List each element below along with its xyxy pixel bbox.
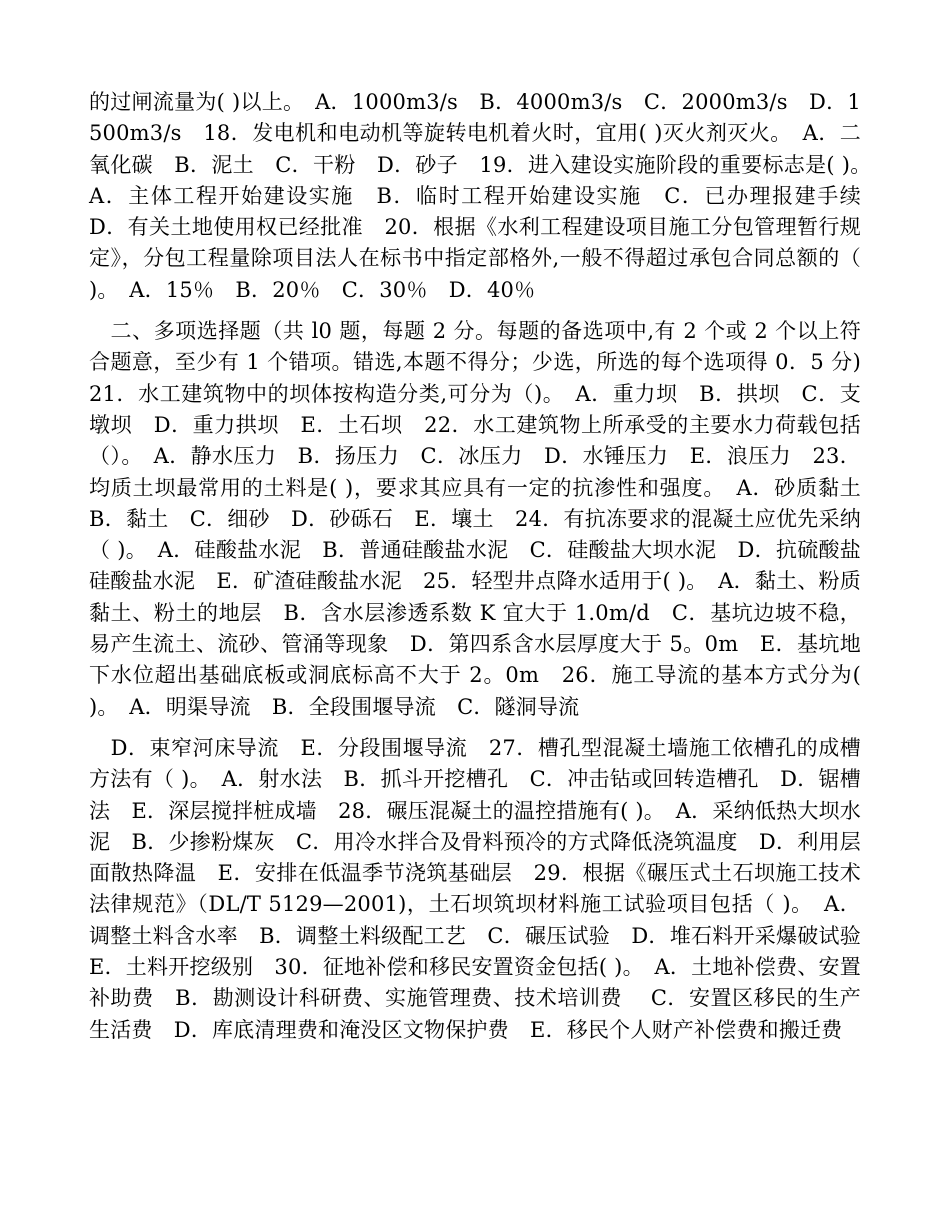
paragraph-multiple-choice-continued: D．束窄河床导流 E．分段围堰导流 27．槽孔型混凝土墙施工依槽孔的成槽方法有（ )。 A．射水法 B．抓斗开挖槽孔 C．冲击钻或回转造槽孔 D．锯槽法 E．深层搅拌桩成墙 28．碾压混凝土的温控措施有( )。 A．采纳低热大坝水泥 B．少掺粉煤灰 C．用冷水拌合及骨料预冷的方式降低浇筑温度 D．利用层面散热降温 E．安排在低温季节浇筑基础层 29．根据《碾压式土石坝施工技术法律规范》（DL/T 5129—2001)，土石坝筑坝材料施工试验项目包括（ )。 A．调整土料含水率 B．调整土料级配工艺 C．碾压试验 D．堆石料开采爆破试验 E．土料开挖级别 30．征地补偿和移民安置资金包括( )。 A．土地补偿费、安置补助费 B．勘测设计科研费、实施管理费、技术培训费 C．安置区移民的生产生活费 D．库底清理费和淹没区文物保护费 E．移民个人财产补偿费和搬迁费 bbox=[89, 735, 883, 1042]
document-body bbox=[89, 87, 883, 1046]
paragraph-multiple-choice-section: 二、多项选择题（共 l0 题，每题 2 分。每题的备选项中,有 2 个或 2 个以上符合题意，至少有 1 个错项。错选,本题不得分；少选，所选的每个选项得 0．5 分) 21．水工建筑物中的坝体按构造分类,可分为（)。 A．重力坝 B．拱坝 C．支墩坝 D．重力拱坝 E．土石坝 22．水工建筑物上所承受的主要水力荷载包括（）。 A．静水压力 B．扬压力 C．冰压力 D．水锤压力 E．浪压力 23．均质土坝最常用的土料是( )，要求其应具有一定的抗渗性和强度。 A．砂质黏土 B．黏土 C．细砂 D．砂砾石 E．壤土 24．有抗冻要求的混凝土应优先采纳（ )。 A．硅酸盐水泥 B．普通硅酸盐水泥 C．硅酸盐大坝水泥 D．抗硫酸盐硅酸盐水泥 E．矿渣硅酸盐水泥 25．轻型井点降水适用于( )。 A．黏土、粉质黏土、粉土的地层 B．含水层渗透系数 K 宜大于 1.0m/d C．基坑边坡不稳，易产生流土、流砂、管涌等现象 D．第四系含水层厚度大于 5。0m E．基坑地下水位超出基础底板或洞底标高不大于 2。0m 26．施工导流的基本方式分为( )。 A．明渠导流 B．全段围堰导流 C．隧洞导流 bbox=[89, 319, 883, 719]
paragraph-single-choice-end: 的过闸流量为( )以上。 A．1000m3/s B．4000m3/s C．2000m3/s D．1500m3/s 18．发电机和电动机等旋转电机着火时，宜用( )灭火剂灭火。 A．二氧化碳 B．泥土 C．干粉 D．砂子 19．进入建设实施阶段的重要标志是( )。 A．主体工程开始建设实施 B．临时工程开始建设实施 C．已办理报建手续 D．有关土地使用权已经批准 20．根据《水利工程建设项目施工分包管理暂行规定》，分包工程量除项目法人在标书中指定部格外,一般不得超过承包合同总额的（ )。 A．15％ B．20％ C．30％ D．40％ bbox=[89, 90, 883, 302]
